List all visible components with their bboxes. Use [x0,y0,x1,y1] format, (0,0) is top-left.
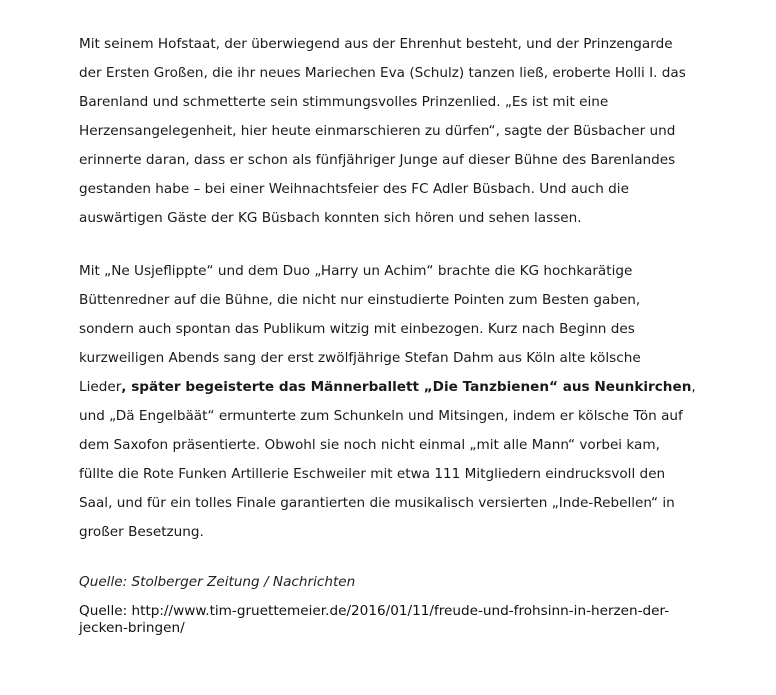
paragraph-line: Büttenredner auf die Bühne, die nicht nur einstudierte Pointen zum Besten gaben, [79,292,641,308]
source-credit-italic: Quelle: Stolberger Zeitung / Nachrichten [79,574,356,590]
paragraph-2 [79,257,696,547]
paragraph-line: sondern auch spontan das Publikum witzig mit einbezogen. Kurz nach Beginn des [79,321,635,337]
plain-text: , [691,379,696,395]
plain-text: Lieder [79,379,122,395]
paragraph-line: erinnerte daran, dass er schon als fünfjähriger Junge auf dieser Bühne des Barenlandes [79,152,676,168]
paragraph-line: großer Besetzung. [79,524,204,540]
paragraph-line: Saal, und für ein tolles Finale garantierten die musikalisch versierten „Inde-Rebellen“ in [79,495,675,511]
paragraph-line-mixed [79,373,696,402]
paragraph-line: auswärtigen Gäste der KG Büsbach konnten sich hören und sehen lassen. [79,210,582,226]
source-url-line: jecken-bringen/ [79,620,185,636]
bold-highlight: , später begeisterte das Männerballett „Die Tanzbienen“ aus Neunkirchen [121,379,692,395]
source-url [79,603,669,637]
source-url-line: Quelle: http://www.tim-gruettemeier.de/2016/01/11/freude-und-frohsinn-in-herzen-der- [79,603,670,619]
paragraph-line: gestanden habe – bei einer Weihnachtsfeier des FC Adler Büsbach. Und auch die [79,181,629,197]
paragraph-line: der Ersten Großen, die ihr neues Mariechen Eva (Schulz) tanzen ließ, eroberte Holli I. das [79,65,686,81]
paragraph-line: Herzensangelegenheit, hier heute einmarschieren zu dürfen“, sagte der Büsbacher und [79,123,676,139]
paragraph-line: und „Dä Engelbäät“ ermunterte zum Schunkeln und Mitsingen, indem er kölsche Tön auf [79,408,683,424]
paragraph-line: kurzweiligen Abends sang der erst zwölfjährige Stefan Dahm aus Köln alte kölsche [79,350,641,366]
paragraph-line: Barenland und schmetterte sein stimmungsvolles Prinzenlied. „Es ist mit eine [79,94,609,110]
paragraph-line: dem Saxofon präsentierte. Obwohl sie noch nicht einmal „mit alle Mann“ vorbei kam, [79,437,660,453]
paragraph-line: Mit seinem Hofstaat, der überwiegend aus der Ehrenhut besteht, und der Prinzengarde [79,36,673,52]
paragraph-1 [79,30,686,233]
paragraph-line: füllte die Rote Funken Artillerie Eschweiler mit etwa 111 Mitgliedern eindrucksvoll den [79,466,666,482]
paragraph-line: Mit „Ne Usjeflippte“ und dem Duo „Harry un Achim“ brachte die KG hochkarätige [79,263,633,279]
